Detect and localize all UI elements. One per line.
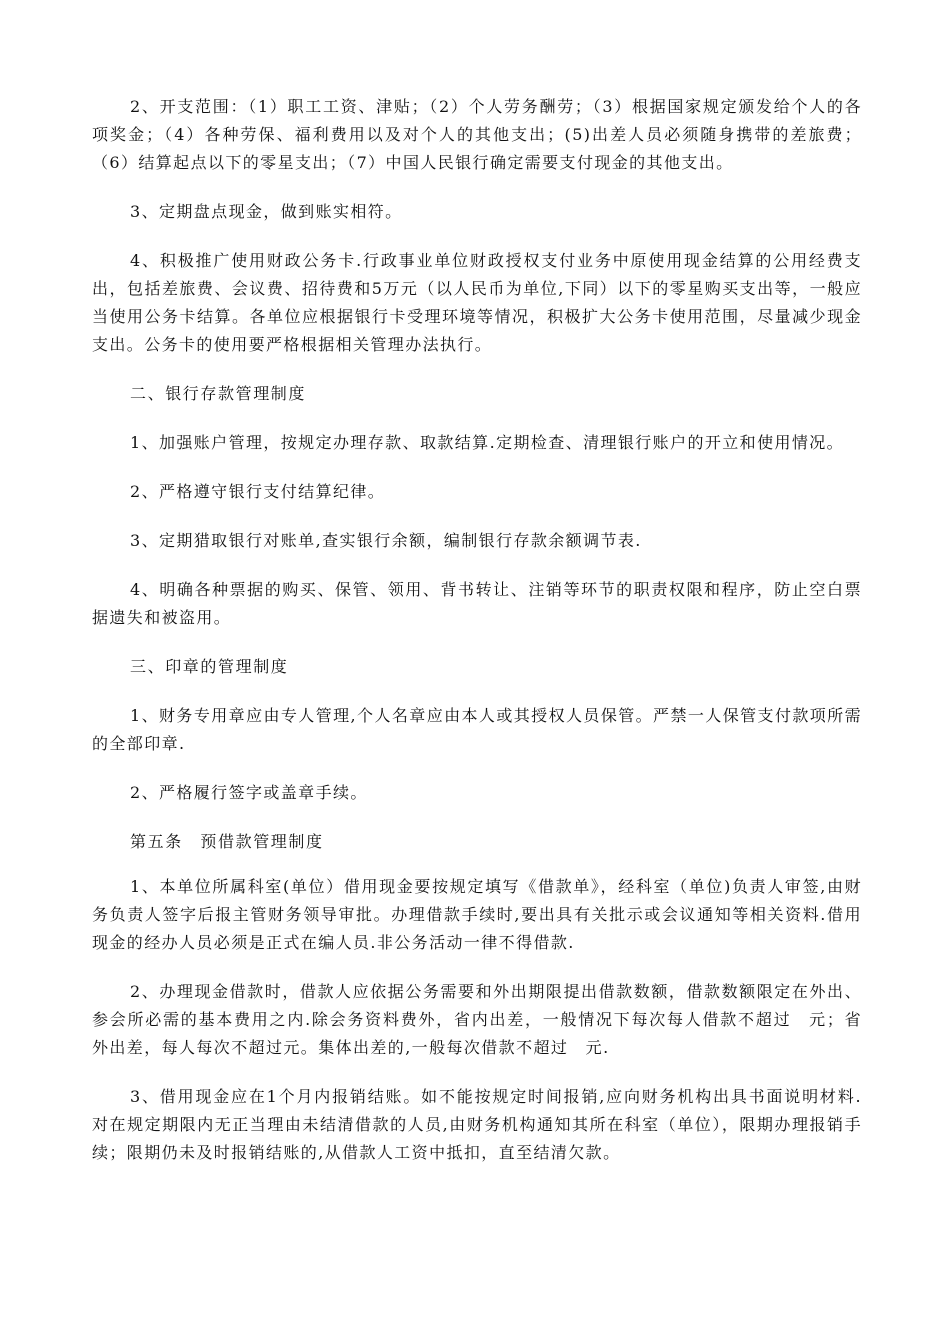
section-heading-bank-deposit: 二、银行存款管理制度 [130,384,307,403]
paragraph-account-management: 1、加强账户管理，按规定办理存款、取款结算.定期检查、清理银行账户的开立和使用情况。 [130,433,845,452]
document-body [92,93,862,1188]
article-heading-advance-loan: 第五条 预借款管理制度 [130,832,324,851]
paragraph-official-card: 4、积极推广使用财政公务卡.行政事业单位财政授权支付业务中原使用现金结算的公用经费支出，包括差旅费、会议费、招待费和5万元（以人民币为单位,下同）以下的零星购买支出等，一般应当使用公务卡结算。各单位应根据银行卡受理环境等情况，积极扩大公务卡使用范围，尽量减少现金支出。公务卡的使用要严格根据相关管理办法执行。 [92,251,862,354]
paragraph-bill-management: 4、明确各种票据的购买、保管、领用、背书转让、注销等环节的职责权限和程序，防止空白票据遗失和被盗用。 [92,580,862,627]
paragraph-signature-procedure: 2、严格履行签字或盖章手续。 [130,783,368,802]
paragraph-seal-custody: 1、财务专用章应由专人管理,个人名章应由本人或其授权人员保管。严禁一人保管支付款项所需的全部印章. [92,706,862,753]
paragraph-loan-application: 1、本单位所属科室(单位）借用现金要按规定填写《借款单》，经科室（单位)负责人审签,由财务负责人签字后报主管财务领导审批。办理借款手续时,要出具有关批示或会议通知等相关资料.借用现金的经办人员必须是正式在编人员.非公务活动一律不得借款. [92,877,862,952]
paragraph-bank-statement: 3、定期猎取银行对账单,查实银行余额，编制银行存款余额调节表. [130,531,642,550]
paragraph-cash-count: 3、定期盘点现金，做到账实相符。 [130,202,403,221]
section-heading-seal-management: 三、印章的管理制度 [130,657,289,676]
paragraph-settlement-discipline: 2、严格遵守银行支付结算纪律。 [130,482,386,501]
paragraph-expenditure-scope: 2、开支范围：（1）职工工资、津贴；（2）个人劳务酬劳；（3）根据国家规定颁发给个人的各项奖金；（4）各种劳保、福利费用以及对个人的其他支出；(5)出差人员必须随身携带的差旅费；（6）结算起点以下的零星支出；（7）中国人民银行确定需要支付现金的其他支出。 [92,97,862,172]
paragraph-loan-limits: 2、办理现金借款时，借款人应依据公务需要和外出期限提出借款数额，借款数额限定在外出、参会所必需的基本费用之内.除会务资料费外，省内出差，一般情况下每次每人借款不超过 元；省外出差，每人每次不超过元。集体出差的,一般每次借款不超过 元. [92,982,862,1057]
paragraph-loan-settlement: 3、借用现金应在1个月内报销结账。如不能按规定时间报销,应向财务机构出具书面说明材料.对在规定期限内无正当理由未结清借款的人员,由财务机构通知其所在科室（单位），限期办理报销手续；限期仍未及时报销结账的,从借款人工资中抵扣，直至结清欠款。 [92,1087,862,1162]
